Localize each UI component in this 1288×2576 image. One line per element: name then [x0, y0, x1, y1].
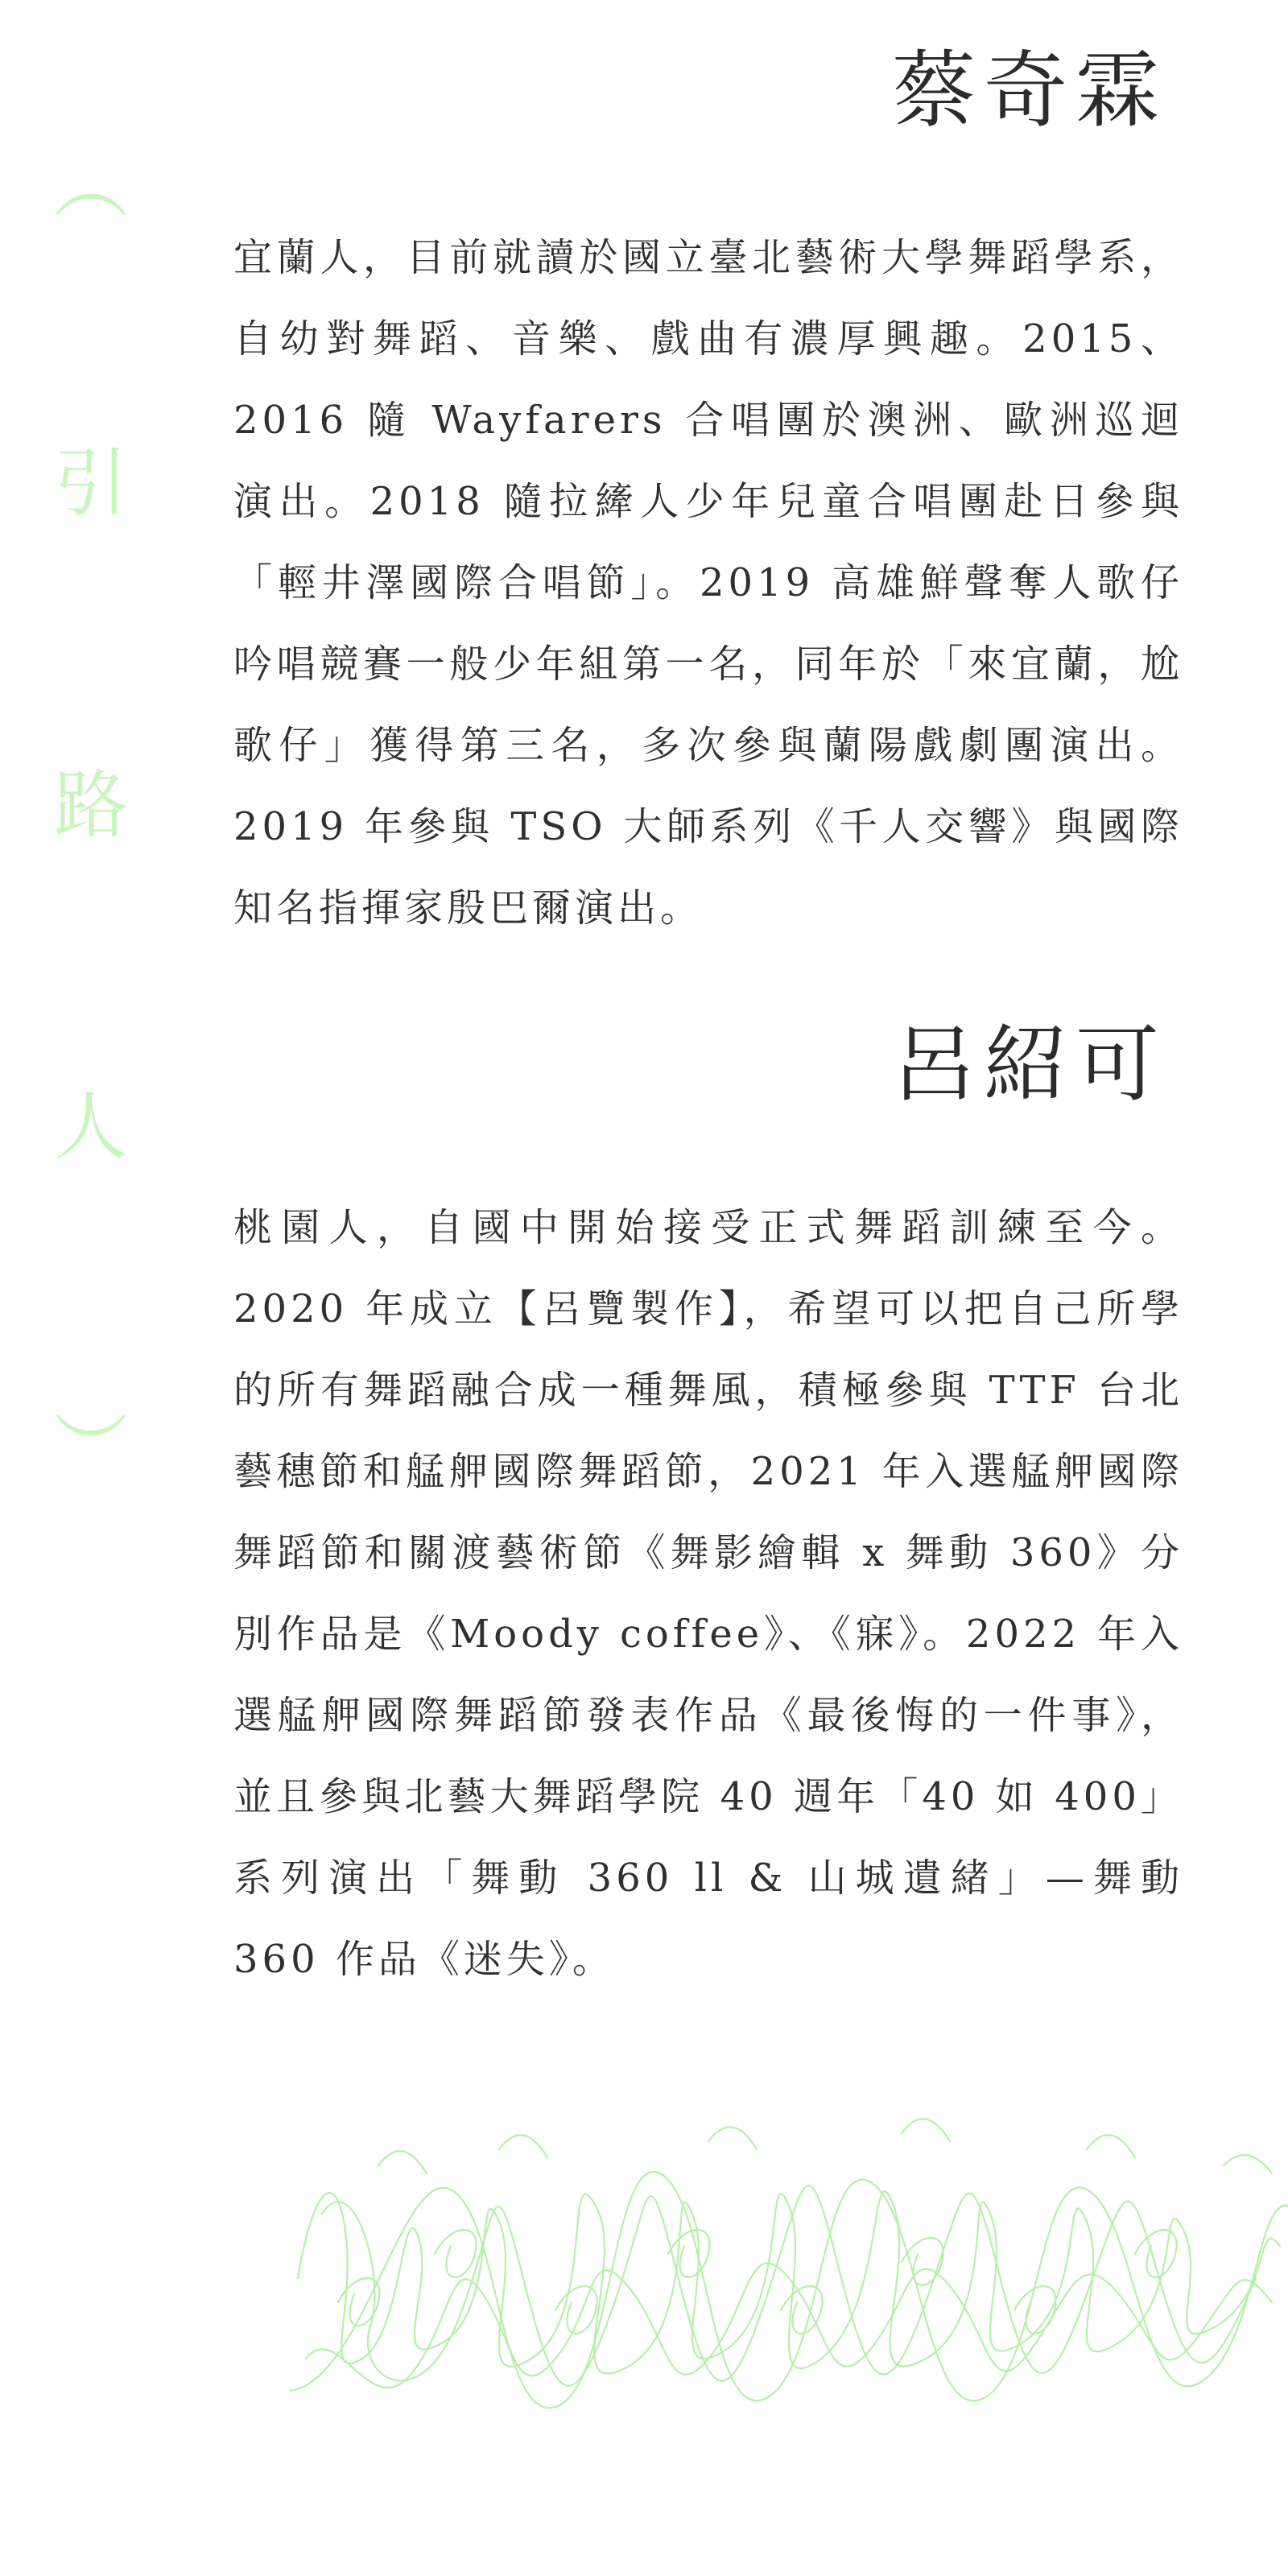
bio-name-2: 呂紹可 [891, 1015, 1167, 1113]
side-label-close-paren: ︶ [53, 1406, 128, 1492]
green-squiggle-drawing-icon [290, 2117, 1288, 2439]
side-label-char-lu: 路 [53, 762, 128, 848]
bio-text-2: 桃園人，自國中開始接受正式舞蹈訓練至今。2020 年成立【呂覽製作】，希望可以把自己所學的所有舞蹈融合成一種舞風，積極參與 TTF 台北藝穗節和艋舺國際舞蹈節，2021 年入選艋舺國際舞蹈節和關渡藝術節《舞影繪輯 x 舞動 360》分別作品是《Moody coffee》、《寐》。2022 年入選艋舺國際舞蹈節發表作品《最後悔的一件事》，並且參與北藝大舞蹈學院 40 週年「40 如 400」系列演出「舞動 360 ll & 山城遺緒」—舞動 360 作品《迷失》。 [233, 1204, 1183, 1982]
bio-text-1: 宜蘭人，目前就讀於國立臺北藝術大學舞蹈學系，自幼對舞蹈、音樂、戲曲有濃厚興趣。2015、2016 隨 Wayfarers 合唱團於澳洲、歐洲巡迴演出。2018 隨拉縴人少年兒童合唱團赴日參與「輕井澤國際合唱節」。2019 高雄鮮聲奪人歌仔吟唱競賽一般少年組第一名，同年於「來宜蘭，尬歌仔」獲得第三名，多次參與蘭陽戲劇團演出。2019 年參與 TSO 大師系列《千人交響》與國際知名指揮家殷巴爾演出。 [233, 234, 1183, 931]
side-label-open-paren: ︵ [53, 142, 128, 229]
bio-section-1 [233, 40, 1183, 949]
side-label-char-ren: 人 [53, 1084, 128, 1170]
bio-section-2 [233, 1014, 1183, 2000]
side-label-char-yin: 引 [53, 440, 128, 526]
bio-name-1: 蔡奇霖 [891, 41, 1167, 139]
